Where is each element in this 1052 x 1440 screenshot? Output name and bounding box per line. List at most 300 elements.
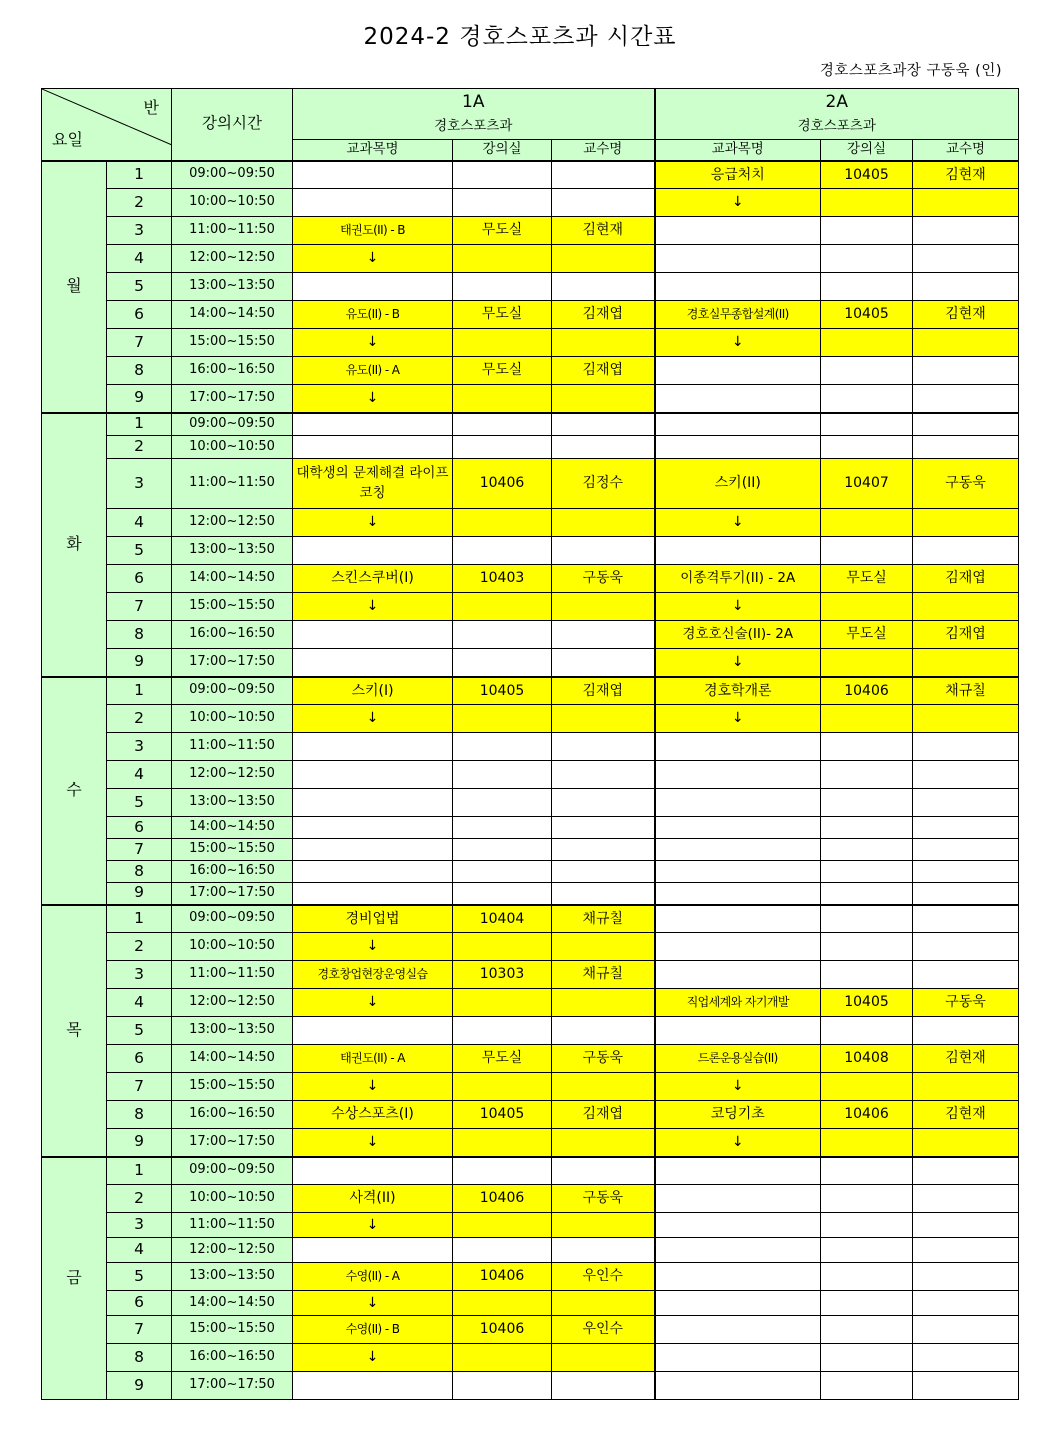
time-cell: 14:00~14:50 bbox=[172, 1291, 293, 1316]
room-cell: 10406 bbox=[821, 1101, 913, 1129]
room-cell bbox=[453, 1073, 552, 1101]
room-cell bbox=[821, 509, 913, 537]
empty-cell bbox=[453, 761, 552, 789]
empty-cell bbox=[821, 1291, 913, 1316]
time-cell: 10:00~10:50 bbox=[172, 933, 293, 961]
subject-cell: 응급처치 bbox=[655, 161, 821, 189]
empty-cell bbox=[453, 789, 552, 817]
period-cell: 2 bbox=[107, 436, 172, 459]
time-cell: 11:00~11:50 bbox=[172, 961, 293, 989]
professor-cell bbox=[913, 509, 1019, 537]
empty-cell bbox=[453, 883, 552, 905]
room-cell: 10407 bbox=[821, 459, 913, 509]
table-row bbox=[42, 733, 1019, 761]
period-cell: 2 bbox=[107, 189, 172, 217]
period-cell: 6 bbox=[107, 1045, 172, 1073]
table-row bbox=[42, 1291, 1019, 1316]
time-cell: 14:00~14:50 bbox=[172, 301, 293, 329]
table-row bbox=[42, 1157, 1019, 1185]
time-cell: 16:00~16:50 bbox=[172, 621, 293, 649]
time-cell: 12:00~12:50 bbox=[172, 509, 293, 537]
professor-cell bbox=[552, 1291, 655, 1316]
period-cell: 4 bbox=[107, 509, 172, 537]
professor-cell bbox=[552, 1073, 655, 1101]
empty-cell bbox=[655, 357, 821, 385]
professor-cell bbox=[552, 245, 655, 273]
period-cell: 8 bbox=[107, 1101, 172, 1129]
period-cell: 9 bbox=[107, 883, 172, 905]
professor-cell: 김재엽 bbox=[552, 301, 655, 329]
table-row bbox=[42, 1073, 1019, 1101]
room-cell: 10406 bbox=[821, 677, 913, 705]
empty-cell bbox=[913, 1344, 1019, 1372]
empty-cell bbox=[821, 537, 913, 565]
class-label: 반 bbox=[143, 98, 159, 117]
room-cell: 10405 bbox=[821, 161, 913, 189]
empty-cell bbox=[913, 933, 1019, 961]
time-cell: 15:00~15:50 bbox=[172, 1073, 293, 1101]
room-cell: 10406 bbox=[453, 1185, 552, 1213]
period-cell: 9 bbox=[107, 385, 172, 413]
table-row bbox=[42, 1129, 1019, 1157]
time-cell: 14:00~14:50 bbox=[172, 817, 293, 839]
empty-cell bbox=[821, 1213, 913, 1238]
continuation-arrow: ↓ bbox=[293, 593, 453, 621]
period-cell: 8 bbox=[107, 1344, 172, 1372]
empty-cell bbox=[913, 245, 1019, 273]
period-cell: 5 bbox=[107, 273, 172, 301]
empty-cell bbox=[913, 761, 1019, 789]
empty-cell bbox=[821, 1263, 913, 1291]
empty-cell bbox=[821, 1157, 913, 1185]
empty-cell bbox=[655, 1316, 821, 1344]
empty-cell bbox=[293, 161, 453, 189]
empty-cell bbox=[821, 733, 913, 761]
professor-cell bbox=[552, 385, 655, 413]
table-row bbox=[42, 761, 1019, 789]
empty-cell bbox=[293, 1238, 453, 1263]
lecture-time-header: 강의시간 bbox=[172, 89, 293, 161]
empty-cell bbox=[655, 861, 821, 883]
time-cell: 13:00~13:50 bbox=[172, 789, 293, 817]
room-cell: 무도실 bbox=[453, 217, 552, 245]
empty-cell bbox=[453, 733, 552, 761]
table-row bbox=[42, 649, 1019, 677]
empty-cell bbox=[821, 413, 913, 436]
period-cell: 3 bbox=[107, 1213, 172, 1238]
room-cell: 10303 bbox=[453, 961, 552, 989]
table-row bbox=[42, 1316, 1019, 1344]
empty-cell bbox=[821, 789, 913, 817]
period-cell: 7 bbox=[107, 839, 172, 861]
time-cell: 11:00~11:50 bbox=[172, 459, 293, 509]
professor-cell bbox=[552, 933, 655, 961]
continuation-arrow: ↓ bbox=[655, 509, 821, 537]
period-cell: 3 bbox=[107, 217, 172, 245]
subject-cell: 직업세계와 자기개발 bbox=[655, 989, 821, 1017]
room-cell: 10403 bbox=[453, 565, 552, 593]
period-cell: 2 bbox=[107, 1185, 172, 1213]
table-row bbox=[42, 677, 1019, 705]
empty-cell bbox=[821, 883, 913, 905]
table-row bbox=[42, 1372, 1019, 1400]
subject-cell: 유도(II) - A bbox=[293, 357, 453, 385]
empty-cell bbox=[293, 1157, 453, 1185]
professor-cell: 김현재 bbox=[552, 217, 655, 245]
professor-cell: 채규칠 bbox=[552, 905, 655, 933]
table-row bbox=[42, 1185, 1019, 1213]
empty-cell bbox=[655, 883, 821, 905]
empty-cell bbox=[293, 649, 453, 677]
empty-cell bbox=[913, 537, 1019, 565]
time-cell: 17:00~17:50 bbox=[172, 1372, 293, 1400]
table-row bbox=[42, 933, 1019, 961]
empty-cell bbox=[655, 1263, 821, 1291]
empty-cell bbox=[655, 1372, 821, 1400]
professor-cell bbox=[552, 329, 655, 357]
period-cell: 9 bbox=[107, 649, 172, 677]
professor-cell: 구동욱 bbox=[552, 1045, 655, 1073]
room-cell: 10405 bbox=[453, 677, 552, 705]
table-row bbox=[42, 217, 1019, 245]
professor-cell: 김현재 bbox=[913, 161, 1019, 189]
empty-cell bbox=[913, 357, 1019, 385]
empty-cell bbox=[293, 273, 453, 301]
time-cell: 12:00~12:50 bbox=[172, 989, 293, 1017]
time-cell: 14:00~14:50 bbox=[172, 1045, 293, 1073]
professor-cell: 구동욱 bbox=[913, 989, 1019, 1017]
time-cell: 12:00~12:50 bbox=[172, 245, 293, 273]
time-cell: 12:00~12:50 bbox=[172, 1238, 293, 1263]
room-cell bbox=[453, 509, 552, 537]
empty-cell bbox=[453, 1017, 552, 1045]
table-row bbox=[42, 1101, 1019, 1129]
table-row bbox=[42, 839, 1019, 861]
empty-cell bbox=[293, 1372, 453, 1400]
empty-cell bbox=[821, 245, 913, 273]
time-cell: 13:00~13:50 bbox=[172, 1263, 293, 1291]
period-cell: 2 bbox=[107, 705, 172, 733]
professor-cell: 김현재 bbox=[913, 1101, 1019, 1129]
period-cell: 2 bbox=[107, 933, 172, 961]
time-cell: 17:00~17:50 bbox=[172, 649, 293, 677]
empty-cell bbox=[913, 273, 1019, 301]
period-cell: 4 bbox=[107, 245, 172, 273]
period-cell: 5 bbox=[107, 537, 172, 565]
time-cell: 16:00~16:50 bbox=[172, 1344, 293, 1372]
empty-cell bbox=[552, 273, 655, 301]
empty-cell bbox=[821, 817, 913, 839]
time-cell: 09:00~09:50 bbox=[172, 161, 293, 189]
empty-cell bbox=[655, 1213, 821, 1238]
continuation-arrow: ↓ bbox=[293, 1291, 453, 1316]
empty-cell bbox=[552, 189, 655, 217]
empty-cell bbox=[293, 883, 453, 905]
table-row bbox=[42, 621, 1019, 649]
period-cell: 8 bbox=[107, 621, 172, 649]
empty-cell bbox=[821, 436, 913, 459]
empty-cell bbox=[821, 1344, 913, 1372]
empty-cell bbox=[913, 1238, 1019, 1263]
period-cell: 1 bbox=[107, 1157, 172, 1185]
empty-cell bbox=[913, 817, 1019, 839]
empty-cell bbox=[552, 413, 655, 436]
empty-cell bbox=[655, 413, 821, 436]
col-room-1a: 강의실 bbox=[453, 140, 552, 161]
page-title: 2024-2 경호스포츠과 시간표 bbox=[363, 24, 677, 50]
room-cell bbox=[821, 593, 913, 621]
time-cell: 09:00~09:50 bbox=[172, 413, 293, 436]
empty-cell bbox=[913, 217, 1019, 245]
time-cell: 15:00~15:50 bbox=[172, 329, 293, 357]
table-row bbox=[42, 537, 1019, 565]
professor-cell: 김재엽 bbox=[913, 565, 1019, 593]
subject-cell: 드론운용실습(II) bbox=[655, 1045, 821, 1073]
empty-cell bbox=[453, 273, 552, 301]
table-row bbox=[42, 861, 1019, 883]
period-cell: 5 bbox=[107, 789, 172, 817]
empty-cell bbox=[453, 161, 552, 189]
empty-cell bbox=[552, 1157, 655, 1185]
empty-cell bbox=[913, 413, 1019, 436]
empty-cell bbox=[552, 861, 655, 883]
empty-cell bbox=[655, 839, 821, 861]
table-row bbox=[42, 961, 1019, 989]
empty-cell bbox=[453, 1372, 552, 1400]
table-row bbox=[42, 1344, 1019, 1372]
empty-cell bbox=[453, 189, 552, 217]
empty-cell bbox=[453, 1238, 552, 1263]
continuation-arrow: ↓ bbox=[293, 329, 453, 357]
empty-cell bbox=[293, 861, 453, 883]
room-cell bbox=[821, 1073, 913, 1101]
room-cell bbox=[453, 1291, 552, 1316]
empty-cell bbox=[821, 761, 913, 789]
room-cell bbox=[821, 189, 913, 217]
empty-cell bbox=[913, 1185, 1019, 1213]
empty-cell bbox=[655, 537, 821, 565]
room-cell: 10406 bbox=[453, 459, 552, 509]
empty-cell bbox=[821, 1185, 913, 1213]
empty-cell bbox=[453, 436, 552, 459]
period-cell: 3 bbox=[107, 733, 172, 761]
professor-cell: 김재엽 bbox=[913, 621, 1019, 649]
day-cell: 목 bbox=[42, 905, 107, 1157]
subject-cell: 유도(II) - B bbox=[293, 301, 453, 329]
room-cell bbox=[821, 649, 913, 677]
empty-cell bbox=[293, 817, 453, 839]
room-cell: 10405 bbox=[453, 1101, 552, 1129]
empty-cell bbox=[821, 961, 913, 989]
room-cell bbox=[453, 245, 552, 273]
empty-cell bbox=[293, 413, 453, 436]
professor-cell: 김현재 bbox=[913, 1045, 1019, 1073]
professor-cell: 우인수 bbox=[552, 1263, 655, 1291]
empty-cell bbox=[293, 761, 453, 789]
empty-cell bbox=[453, 817, 552, 839]
empty-cell bbox=[655, 436, 821, 459]
table-row bbox=[42, 989, 1019, 1017]
table-row bbox=[42, 357, 1019, 385]
room-cell bbox=[453, 933, 552, 961]
period-cell: 7 bbox=[107, 593, 172, 621]
professor-cell bbox=[552, 989, 655, 1017]
empty-cell bbox=[655, 789, 821, 817]
empty-cell bbox=[552, 1017, 655, 1045]
professor-cell bbox=[552, 593, 655, 621]
continuation-arrow: ↓ bbox=[655, 649, 821, 677]
empty-cell bbox=[913, 1316, 1019, 1344]
col-professor-1a: 교수명 bbox=[552, 140, 655, 161]
table-row bbox=[42, 329, 1019, 357]
table-row bbox=[42, 905, 1019, 933]
period-cell: 3 bbox=[107, 961, 172, 989]
empty-cell bbox=[655, 961, 821, 989]
empty-cell bbox=[293, 733, 453, 761]
empty-cell bbox=[913, 385, 1019, 413]
table-row bbox=[42, 705, 1019, 733]
table-row bbox=[42, 273, 1019, 301]
empty-cell bbox=[913, 1017, 1019, 1045]
subject-cell: 태권도(II) - B bbox=[293, 217, 453, 245]
subject-cell: 사격(II) bbox=[293, 1185, 453, 1213]
subject-cell: 경비업법 bbox=[293, 905, 453, 933]
continuation-arrow: ↓ bbox=[293, 1344, 453, 1372]
empty-cell bbox=[821, 1316, 913, 1344]
subject-cell: 수상스포츠(I) bbox=[293, 1101, 453, 1129]
empty-cell bbox=[913, 905, 1019, 933]
time-cell: 10:00~10:50 bbox=[172, 436, 293, 459]
empty-cell bbox=[552, 839, 655, 861]
subject-cell: 경호실무종합설계(II) bbox=[655, 301, 821, 329]
continuation-arrow: ↓ bbox=[293, 1213, 453, 1238]
room-cell bbox=[821, 329, 913, 357]
table-row bbox=[42, 1017, 1019, 1045]
continuation-arrow: ↓ bbox=[293, 705, 453, 733]
time-cell: 11:00~11:50 bbox=[172, 217, 293, 245]
professor-cell bbox=[913, 1129, 1019, 1157]
room-cell bbox=[821, 705, 913, 733]
col-subject-1a: 교과목명 bbox=[293, 140, 453, 161]
empty-cell bbox=[293, 789, 453, 817]
time-cell: 10:00~10:50 bbox=[172, 1185, 293, 1213]
period-cell: 6 bbox=[107, 301, 172, 329]
room-cell: 10408 bbox=[821, 1045, 913, 1073]
room-cell: 무도실 bbox=[453, 1045, 552, 1073]
empty-cell bbox=[655, 733, 821, 761]
empty-cell bbox=[655, 217, 821, 245]
empty-cell bbox=[821, 1372, 913, 1400]
table-row bbox=[42, 459, 1019, 509]
empty-cell bbox=[913, 1372, 1019, 1400]
empty-cell bbox=[821, 1238, 913, 1263]
time-cell: 12:00~12:50 bbox=[172, 761, 293, 789]
empty-cell bbox=[821, 217, 913, 245]
continuation-arrow: ↓ bbox=[293, 1129, 453, 1157]
professor-cell bbox=[552, 509, 655, 537]
time-cell: 17:00~17:50 bbox=[172, 385, 293, 413]
time-cell: 14:00~14:50 bbox=[172, 565, 293, 593]
professor-cell bbox=[913, 649, 1019, 677]
timetable bbox=[41, 88, 1019, 1400]
room-cell: 무도실 bbox=[453, 301, 552, 329]
empty-cell bbox=[552, 621, 655, 649]
empty-cell bbox=[655, 1291, 821, 1316]
day-cell: 금 bbox=[42, 1157, 107, 1400]
subject-cell: 경호창업현장운영실습 bbox=[293, 961, 453, 989]
class-name: 2A bbox=[825, 92, 848, 113]
empty-cell bbox=[821, 839, 913, 861]
room-cell: 무도실 bbox=[821, 565, 913, 593]
empty-cell bbox=[821, 357, 913, 385]
empty-cell bbox=[913, 861, 1019, 883]
empty-cell bbox=[552, 537, 655, 565]
period-cell: 1 bbox=[107, 677, 172, 705]
time-cell: 10:00~10:50 bbox=[172, 705, 293, 733]
table-row bbox=[42, 565, 1019, 593]
professor-cell: 채규칠 bbox=[913, 677, 1019, 705]
continuation-arrow: ↓ bbox=[293, 1073, 453, 1101]
period-cell: 9 bbox=[107, 1372, 172, 1400]
empty-cell bbox=[453, 537, 552, 565]
time-cell: 17:00~17:50 bbox=[172, 1129, 293, 1157]
empty-cell bbox=[655, 761, 821, 789]
room-cell bbox=[453, 1344, 552, 1372]
corner-header bbox=[42, 89, 172, 161]
empty-cell bbox=[913, 961, 1019, 989]
professor-cell: 김재엽 bbox=[552, 1101, 655, 1129]
table-row bbox=[42, 509, 1019, 537]
time-cell: 15:00~15:50 bbox=[172, 839, 293, 861]
room-cell: 무도실 bbox=[821, 621, 913, 649]
time-cell: 11:00~11:50 bbox=[172, 1213, 293, 1238]
period-cell: 8 bbox=[107, 861, 172, 883]
empty-cell bbox=[293, 839, 453, 861]
empty-cell bbox=[453, 621, 552, 649]
time-cell: 10:00~10:50 bbox=[172, 189, 293, 217]
day-cell: 수 bbox=[42, 677, 107, 905]
time-cell: 09:00~09:50 bbox=[172, 677, 293, 705]
professor-cell: 구동욱 bbox=[552, 1185, 655, 1213]
class-header-1a bbox=[293, 89, 655, 140]
table-row bbox=[42, 301, 1019, 329]
empty-cell bbox=[913, 1263, 1019, 1291]
period-cell: 7 bbox=[107, 1316, 172, 1344]
continuation-arrow: ↓ bbox=[655, 329, 821, 357]
empty-cell bbox=[821, 905, 913, 933]
empty-cell bbox=[655, 1157, 821, 1185]
empty-cell bbox=[552, 761, 655, 789]
weekday-label: 요일 bbox=[52, 130, 83, 150]
period-cell: 8 bbox=[107, 357, 172, 385]
empty-cell bbox=[913, 1291, 1019, 1316]
subject-cell: 대학생의 문제해결 라이프코칭 bbox=[293, 459, 453, 509]
time-cell: 15:00~15:50 bbox=[172, 593, 293, 621]
continuation-arrow: ↓ bbox=[655, 705, 821, 733]
empty-cell bbox=[552, 789, 655, 817]
professor-cell bbox=[552, 1129, 655, 1157]
table-row bbox=[42, 1213, 1019, 1238]
continuation-arrow: ↓ bbox=[293, 509, 453, 537]
empty-cell bbox=[552, 161, 655, 189]
empty-cell bbox=[655, 933, 821, 961]
empty-cell bbox=[913, 436, 1019, 459]
period-cell: 3 bbox=[107, 459, 172, 509]
period-cell: 1 bbox=[107, 161, 172, 189]
professor-cell bbox=[552, 1213, 655, 1238]
time-cell: 16:00~16:50 bbox=[172, 861, 293, 883]
table-row bbox=[42, 436, 1019, 459]
